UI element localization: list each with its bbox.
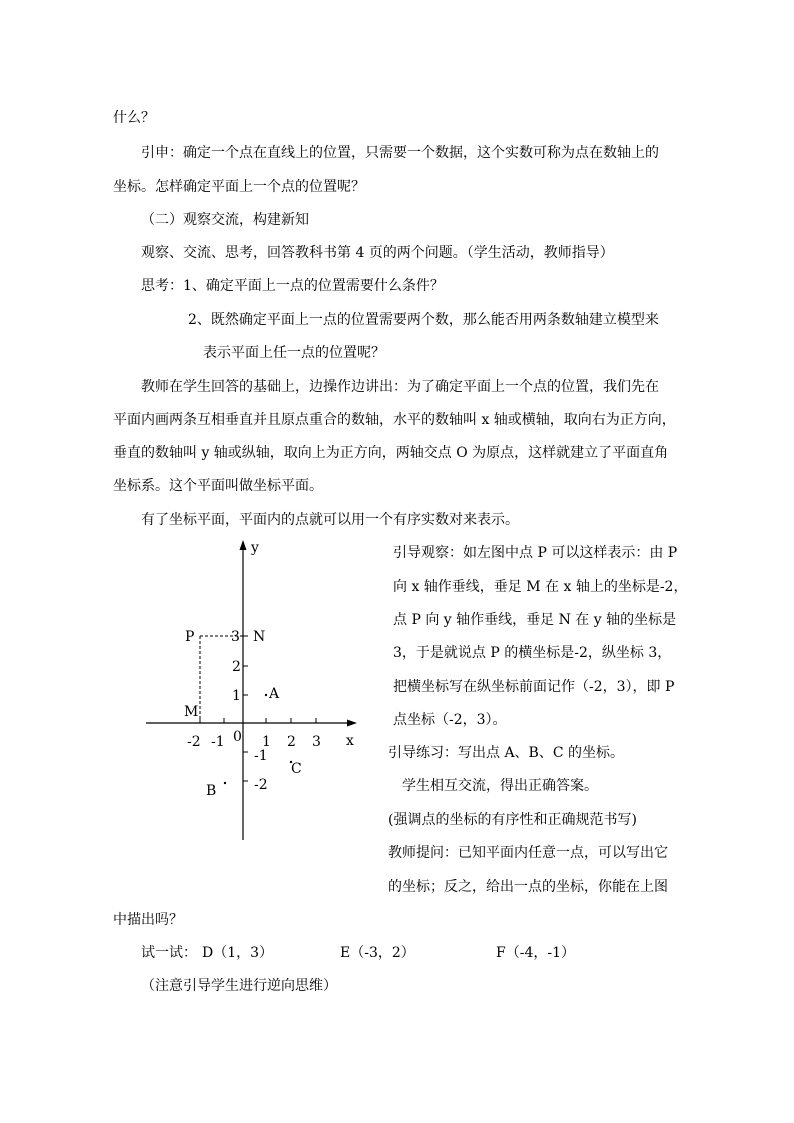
side-text-line: (强调点的坐标的有序性和正确规范书写) (388, 812, 637, 828)
side-text-line: 学生相互交流，得出正确答案。 (402, 778, 598, 794)
x-axis-label: x (346, 733, 354, 749)
x-tick-label: -1 (211, 734, 225, 750)
paragraph-line: 教师在学生回答的基础上，边操作边讲出：为了确定平面上一个点的位置，我们先在 (141, 379, 659, 395)
side-text-line: 的坐标；反之，给出一点的坐标，你能在上图 (388, 879, 668, 895)
y-tick-label: 3 (231, 629, 240, 645)
coordinate-plane-figure (140, 535, 370, 845)
section-heading: （二）观察交流，构建新知 (141, 212, 309, 228)
point-c-label: C (291, 761, 302, 777)
paragraph-line: 垂直的数轴叫 y 轴或纵轴，取向上为正方向，两轴交点 O 为原点，这样就建立了平面直角 (113, 445, 669, 461)
point-m-label: M (184, 704, 199, 720)
y-tick-label: 2 (232, 659, 241, 675)
side-text-line: 把横坐标写在纵坐标前面记作（-2，3），即 P (393, 679, 675, 695)
side-text-line: 点坐标（-2，3）。 (393, 712, 507, 728)
point-n-label: N (253, 629, 266, 645)
origin-label: 0 (233, 729, 242, 745)
point-b-label: B (206, 783, 217, 799)
x-tick-label: 2 (287, 734, 296, 750)
try-item-e: E（-3，2） (340, 945, 415, 961)
x-tick-label: -2 (187, 734, 201, 750)
side-text-line: 点 P 向 y 轴作垂线，垂足 N 在 y 轴的坐标是 (393, 612, 677, 628)
try-item-d: D（1，3） (202, 945, 274, 961)
question-2-cont: 表示平面上任一点的位置呢？ (203, 345, 385, 361)
side-text-line: 教师提问：已知平面内任意一点，可以写出它 (388, 845, 668, 861)
paragraph-line: 什么？ (113, 110, 155, 126)
paragraph-line: 平面内画两条互相垂直并且原点重合的数轴，水平的数轴叫 x 轴或横轴，取向右为正方向， (113, 412, 676, 428)
side-text-line: 引导观察：如左图中点 P 可以这样表示：由 P (393, 545, 678, 561)
paragraph-line: 观察、交流、思考，回答教科书第 4 页的两个问题。（学生活动，教师指导） (141, 245, 614, 261)
paragraph-line: 坐标。怎样确定平面上一个点的位置呢？ (113, 179, 365, 195)
paragraph-line: 引申：确定一个点在直线上的位置，只需要一个数据，这个实数可称为点在数轴上的 (141, 145, 659, 161)
question-2: 2、既然确定平面上一点的位置需要两个数，那么能否用两条数轴建立模型来 (188, 312, 659, 328)
try-item-f: F（-4，-1） (496, 945, 575, 961)
try-label: 试一试： (141, 945, 197, 961)
point-a-label: A (269, 686, 280, 702)
side-text-line: 向 x 轴作垂线，垂足 M 在 x 轴上的坐标是-2， (393, 579, 688, 595)
question-1: 思考：1、确定平面上一点的位置需要什么条件？ (141, 278, 444, 294)
y-tick-label: -1 (254, 748, 268, 764)
y-tick-label: 1 (232, 688, 241, 704)
side-text-line: 3，于是就说点 P 的横坐标是-2，纵坐标 3， (393, 645, 672, 661)
note-line: （注意引导学生进行逆向思维） (141, 978, 337, 994)
x-axis-arrow (347, 720, 357, 727)
point-a (265, 694, 267, 696)
y-axis-label: y (251, 540, 259, 556)
x-tick-label: 1 (262, 734, 271, 750)
x-tick-label: 3 (312, 734, 321, 750)
paragraph-line: 有了坐标平面，平面内的点就可以用一个有序实数对来表示。 (141, 512, 519, 528)
point-b (224, 782, 226, 784)
y-tick-label: -2 (254, 777, 268, 793)
paragraph-line: 坐标系。这个平面叫做坐标平面。 (113, 478, 323, 494)
point-p-label: P (185, 629, 195, 645)
y-axis-arrow (240, 540, 247, 550)
side-text-line: 引导练习：写出点 A、B、C 的坐标。 (388, 745, 625, 761)
paragraph-line: 中描出吗？ (113, 912, 183, 928)
